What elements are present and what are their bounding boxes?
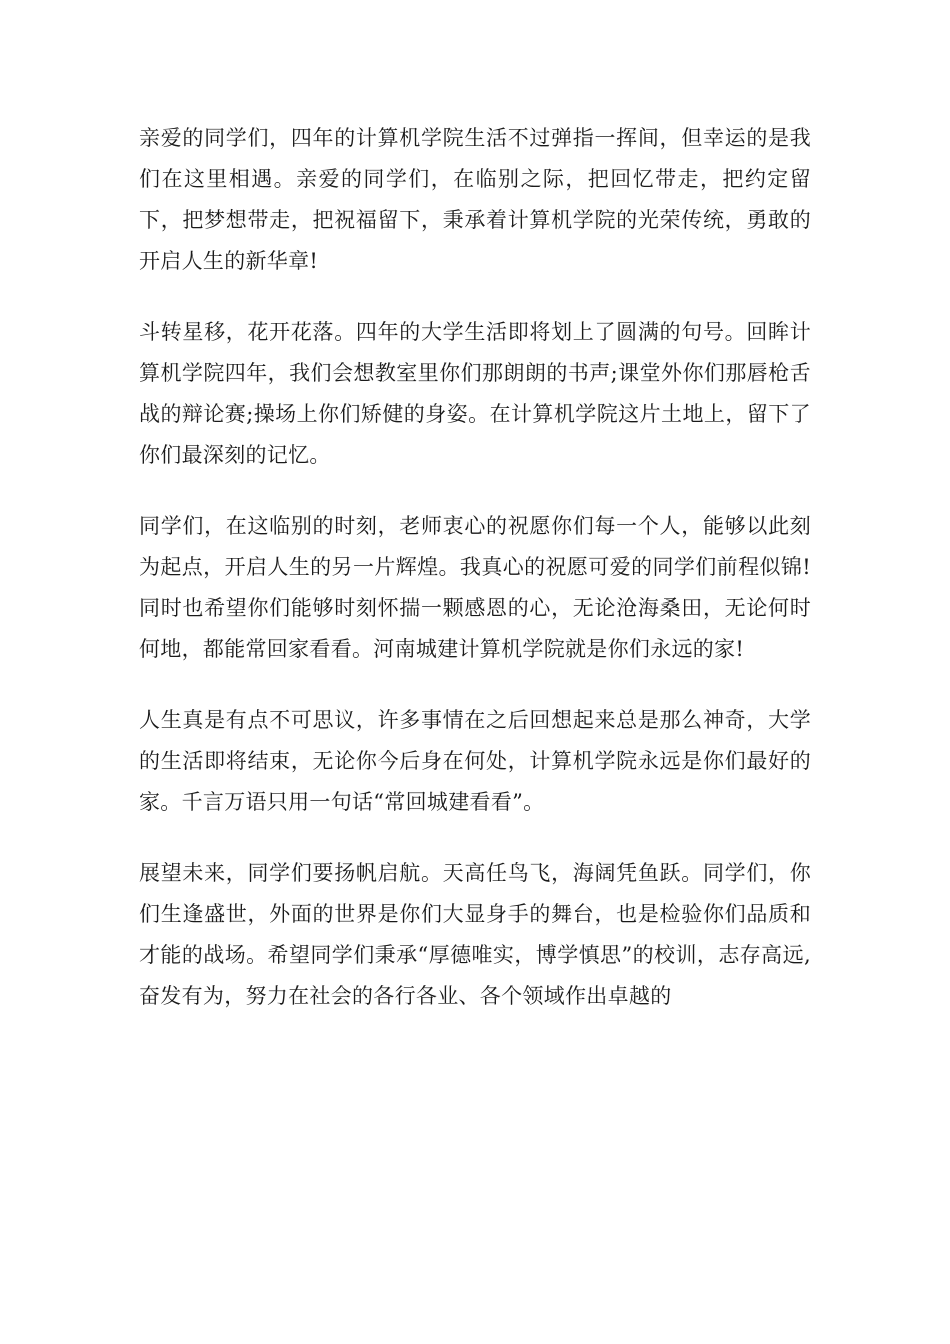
paragraph-1: 亲爱的同学们，四年的计算机学院生活不过弹指一挥间，但幸运的是我们在这里相遇。亲爱的同学们，在临别之际，把回忆带走，把约定留下，把梦想带走，把祝福留下，秉承着计算机学院的光荣传统，勇敢的开启人生的新华章!	[139, 126, 811, 273]
paragraph-3: 同学们，在这临别的时刻，老师衷心的祝愿你们每一个人，能够以此刻为起点，开启人生的另一片辉煌。我真心的祝愿可爱的同学们前程似锦!同时也希望你们能够时刻怀揣一颗感恩的心，无论沧海桑田，无论何时何地，都能常回家看看。河南城建计算机学院就是你们永远的家!	[139, 514, 811, 661]
document-body	[139, 118, 811, 1017]
paragraph-4: 人生真是有点不可思议，许多事情在之后回想起来总是那么神奇，大学的生活即将结束，无论你今后身在何处，计算机学院永远是你们最好的家。千言万语只用一句话“常回城建看看”。	[139, 708, 811, 814]
paragraph-2: 斗转星移，花开花落。四年的大学生活即将划上了圆满的句号。回眸计算机学院四年，我们会想教室里你们那朗朗的书声;课堂外你们那唇枪舌战的辩论赛;操场上你们矫健的身姿。在计算机学院这片土地上，留下了你们最深刻的记忆。	[139, 320, 811, 467]
paragraph-5: 展望未来，同学们要扬帆启航。天高任鸟飞，海阔凭鱼跃。同学们，你们生逢盛世，外面的世界是你们大显身手的舞台，也是检验你们品质和才能的战场。希望同学们秉承“厚德唯实，博学慎思”的校训，志存高远,奋发有为，努力在社会的各行各业、各个领域作出卓越的	[139, 861, 811, 1008]
